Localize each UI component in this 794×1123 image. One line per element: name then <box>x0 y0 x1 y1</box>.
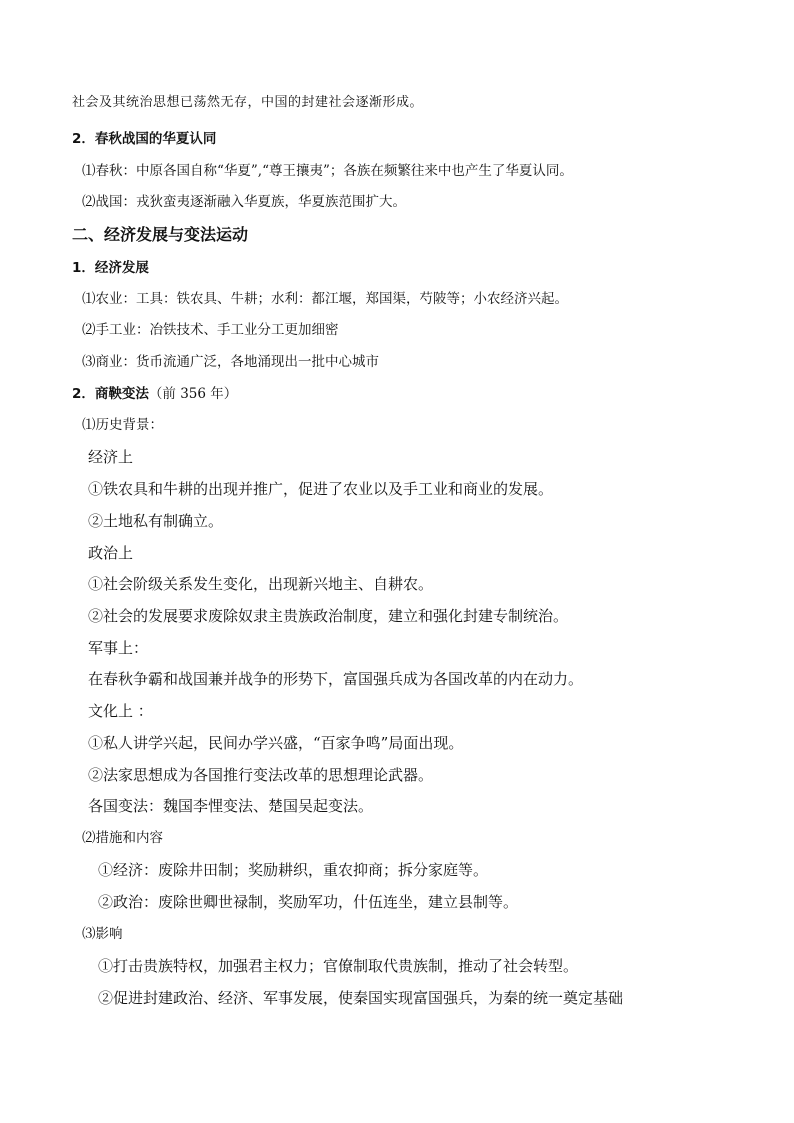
text-line: ①经济：废除井田制；奖励耕织，重农抑商；拆分家庭等。 <box>98 861 489 879</box>
section-title: 商鞅变法 <box>94 386 149 402</box>
section-title: 经济发展 <box>94 260 149 276</box>
text-line: 各国变法：魏国李悝变法、楚国吴起变法。 <box>88 797 374 815</box>
text-line: ①铁农具和牛耕的出现并推广，促进了农业以及手工业和商业的发展。 <box>88 480 554 498</box>
chapter-heading: 二、经济发展与变法运动 <box>72 225 249 244</box>
text-line: ⑶影响 <box>82 926 123 942</box>
text-line: ①社会阶级关系发生变化，出现新兴地主、自耕农。 <box>88 575 434 593</box>
section-date: （前 356 年） <box>148 386 238 402</box>
section-number: 2． <box>72 386 95 402</box>
text-line: ⑴春秋：中原各国自称“华夏”,“尊王攘夷”；各族在频繁往来中也产生了华夏认同。 <box>82 163 573 179</box>
text-line: 文化上 ： <box>88 702 153 720</box>
text-line: 经济上 <box>88 448 134 466</box>
text-line: ①私人讲学兴起，民间办学兴盛，“百家争鸣”局面出现。 <box>88 734 464 752</box>
text-line: ⑵手工业：冶铁技术、手工业分工更加细密 <box>82 322 339 338</box>
section-number: 2． <box>72 131 95 147</box>
text-line: ⑴农业：工具：铁农具、牛耕；水利：都江堰，郑国渠，芍陂等；小农经济兴起。 <box>82 291 568 307</box>
text-line: ⑶商业：货币流通广泛，各地涌现出一批中心城市 <box>82 354 379 370</box>
text-line: 在春秋争霸和战国兼并战争的形势下，富国强兵成为各国改革的内在动力。 <box>88 670 584 688</box>
section-title: 春秋战国的华夏认同 <box>94 131 217 147</box>
text-line: 政治上 <box>88 544 134 562</box>
text-line: ②土地私有制确立。 <box>88 512 224 530</box>
text-line: ②法家思想成为各国推行变法改革的思想理论武器。 <box>88 766 434 784</box>
section-heading-economy <box>72 259 149 277</box>
text-line: ②政治：废除世卿世禄制，奖励军功，什伍连坐，建立县制等。 <box>98 893 519 911</box>
text-line: ⑵措施和内容 <box>82 830 163 846</box>
text-line: 社会及其统治思想已荡然无存，中国的封建社会逐渐形成。 <box>72 95 424 110</box>
text-line: ②促进封建政治、经济、军事发展，使秦国实现富国强兵，为秦的统一奠定基础 <box>98 989 624 1007</box>
section-number: 1． <box>72 260 95 276</box>
text-line: 军事上： <box>88 639 149 657</box>
text-line: ⑴历史背景： <box>82 417 163 433</box>
section-heading-huaxia <box>72 130 216 148</box>
section-heading-shangyang <box>72 385 237 403</box>
text-line: ⑵战国：戎狄蛮夷逐渐融入华夏族，华夏族范围扩大。 <box>82 194 406 210</box>
text-line: ①打击贵族特权，加强君主权力；官僚制取代贵族制，推动了社会转型。 <box>98 957 579 975</box>
text-line: ②社会的发展要求废除奴隶主贵族政治制度，建立和强化封建专制统治。 <box>88 607 569 625</box>
